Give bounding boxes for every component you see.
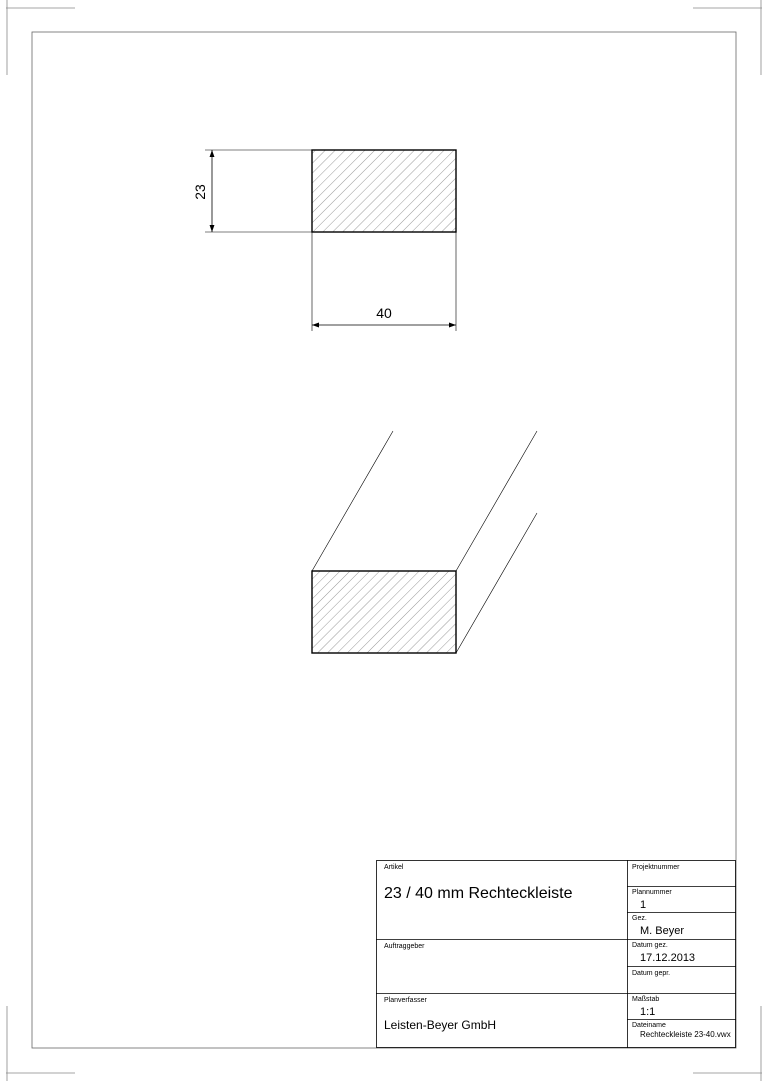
massstab-label: Maßstab <box>632 996 660 1003</box>
artikel-value: 23 / 40 mm Rechteckleiste <box>384 885 573 902</box>
massstab-value: 1:1 <box>640 1006 656 1018</box>
dimension-label-width: 40 <box>376 305 392 321</box>
planverfasser-label: Planverfasser <box>384 997 427 1004</box>
projektnummer-label: Projektnummer <box>632 864 680 871</box>
auftraggeber-label: Auftraggeber <box>384 943 425 950</box>
iso-edge-left <box>312 431 393 571</box>
isometric-view <box>312 431 537 653</box>
dateiname-value: Rechteckleiste 23-40.vwx <box>640 1030 731 1039</box>
datum-gepr-label: Datum gepr. <box>632 970 671 977</box>
section-view <box>192 150 456 331</box>
title-block <box>376 860 736 1048</box>
dateiname-label: Dateiname <box>632 1022 666 1029</box>
section-profile <box>312 150 456 232</box>
gez-label: Gez. <box>632 915 647 922</box>
planverfasser-value: Leisten-Beyer GmbH <box>384 1018 497 1032</box>
iso-front-face <box>312 571 456 653</box>
plannummer-label: Plannummer <box>632 889 672 896</box>
datum-gez-label: Datum gez. <box>632 942 668 949</box>
artikel-label: Artikel <box>384 864 404 871</box>
dimension-label-height: 23 <box>192 184 208 200</box>
iso-edge-top-right <box>456 431 537 571</box>
datum-gez-value: 17.12.2013 <box>640 952 696 964</box>
plannummer-value: 1 <box>640 899 647 911</box>
iso-edge-bottom-right <box>456 513 537 653</box>
gez-value: M. Beyer <box>640 925 685 937</box>
